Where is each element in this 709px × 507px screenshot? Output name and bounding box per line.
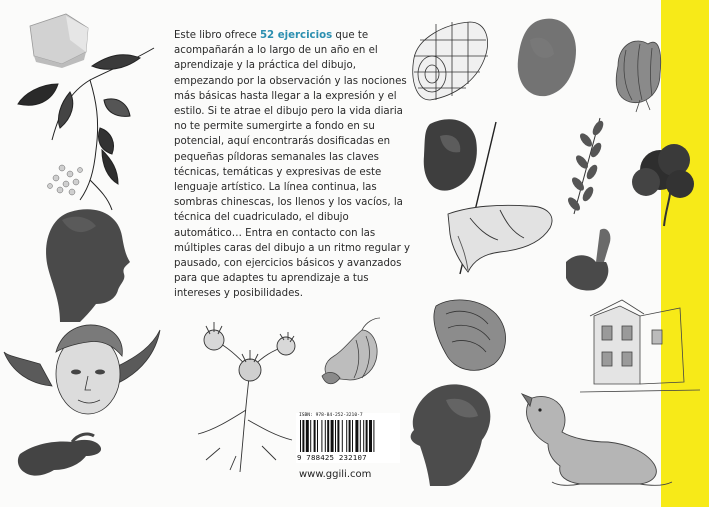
thistle-illustration: [198, 322, 295, 472]
hand-fist-illustration: [566, 229, 610, 291]
highlight-exercise-count: 52 ejercicios: [259, 30, 333, 41]
barcode-bars: [299, 420, 396, 454]
head-profile-illustration: [411, 384, 491, 486]
tree-illustration: [632, 144, 694, 226]
barcode-digits: 9 788425 232107: [297, 453, 367, 462]
leaf-sprig-illustration: [566, 118, 606, 214]
sponge-illustration: [30, 14, 88, 68]
dog-illustration: [522, 394, 672, 485]
ink-blot-illustration: [518, 19, 576, 97]
stone-illustration: [424, 119, 477, 190]
book-description: [174, 28, 414, 302]
conch-illustration: [434, 300, 506, 370]
shell-grid-illustration: [413, 22, 488, 100]
isbn-label: ISBN: 978-84-252-3210-7: [299, 413, 363, 418]
description-body: que te acompañarán a lo largo de un año en el aprendizaje y la práctica del dibujo, empezando por la observación y las nociones más básicas hasta llegar a la expresión y el estilo. Si te atrae el dibujo pero la vida diaria no te permite sumergirte a fondo en su potencial, aquí encontrarás dosificadas en pequeñas píldoras semanales las claves técnicas, temáticas y expresivas de este lenguaje artístico. La línea continua, las sombras chinescas, los llenos y los vacíos, la técnica del cuadriculado, el dibujo automático… Entra en contacto con las múltiples caras del dibujo a un ritmo regular y pausado, con ejercicios básicos y avanzados para que adaptes tu aprendizaje a tus intereses y posibilidades.: [174, 30, 411, 300]
hand-reaching-illustration: [18, 434, 101, 476]
onion-illustration: [616, 41, 660, 112]
house-illustration: [580, 300, 700, 392]
publisher-website: www.ggili.com: [299, 469, 372, 480]
flowering-branch-illustration: [18, 48, 154, 210]
barcode-block: [296, 413, 400, 463]
description-intro: Este libro ofrece: [174, 30, 260, 41]
woman-silhouette-illustration: [46, 209, 130, 322]
faun-mask-illustration: [4, 325, 160, 414]
garlic-illustration: [322, 318, 380, 384]
